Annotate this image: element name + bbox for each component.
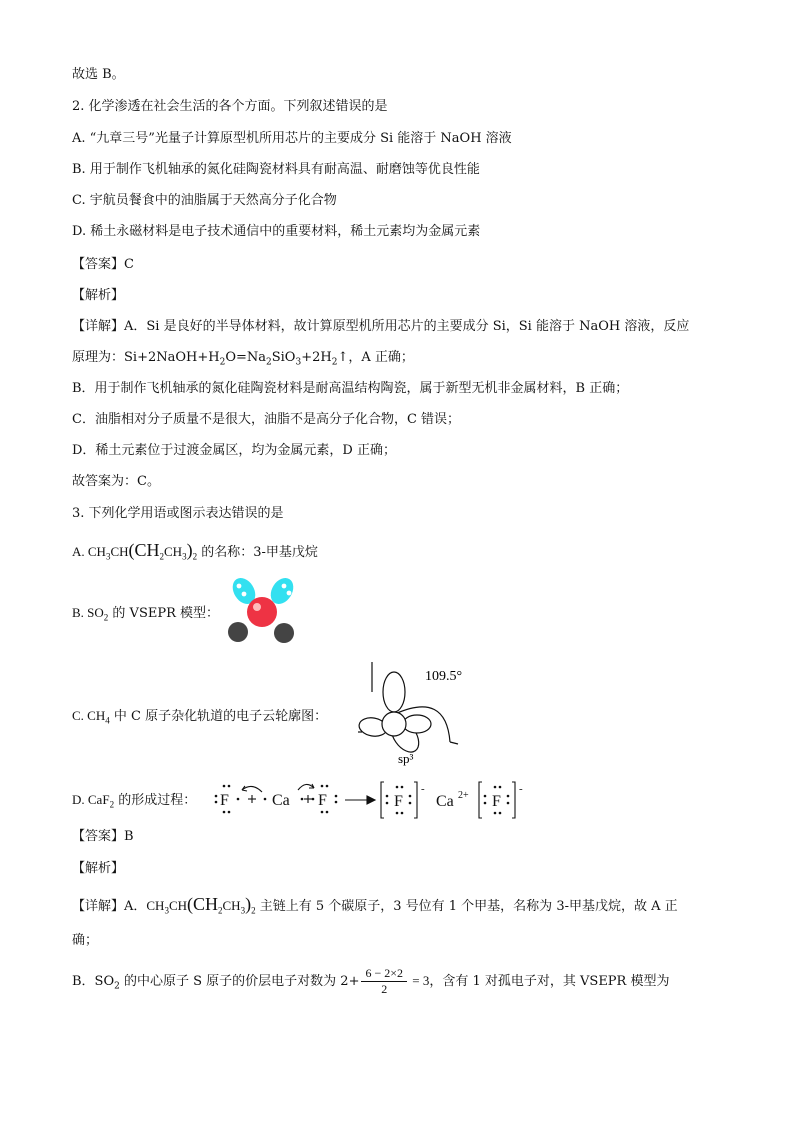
option-3d xyxy=(72,791,196,810)
explain-3a-line2: 确； xyxy=(72,933,99,948)
text-part: 【详解】A． xyxy=(72,899,147,914)
bracket xyxy=(381,782,384,818)
subscript: 2 xyxy=(219,357,226,368)
subscript: 2 xyxy=(331,357,338,368)
curved-arrow xyxy=(298,784,314,790)
option-2a: A. “九章三号”光量子计算原型机所用芯片的主要成分 Si 能溶于 NaOH 溶液 xyxy=(72,131,512,146)
text-part: ，含有 1 对孤电子对，其 VSEPR 模型为 xyxy=(429,974,670,989)
electron-dot xyxy=(287,591,292,596)
subscript: 2 xyxy=(218,905,223,916)
analysis-3-heading: 【解析】 xyxy=(72,861,125,876)
explain-2a-line2 xyxy=(72,349,414,367)
formula-part: (CH xyxy=(187,894,219,914)
subscript: 2 xyxy=(159,551,165,562)
lewis-dots xyxy=(220,783,523,810)
option-3a xyxy=(72,541,318,562)
ligand-atom xyxy=(274,623,294,643)
central-atom xyxy=(247,597,277,627)
fraction xyxy=(361,966,407,997)
fluorine-symbol: F xyxy=(394,793,403,810)
orbital-lobe xyxy=(383,672,405,712)
so2-vsepr-model-figure xyxy=(222,572,304,652)
explain-3b xyxy=(72,966,669,997)
formula-caption: 中 C 原子杂化轨道的电子云轮廓图： xyxy=(109,709,328,724)
equation-part: O=Na xyxy=(225,350,266,365)
fluoride-charge: - xyxy=(421,783,425,795)
bracket xyxy=(414,782,417,818)
ligand-atom xyxy=(228,622,248,642)
text-part: B．SO xyxy=(72,974,115,989)
subscript: 3 xyxy=(240,905,246,916)
formula-part: CH xyxy=(222,898,241,913)
formula-part: (CH xyxy=(128,540,160,560)
option-3b xyxy=(72,604,219,623)
equation-part: 原理为：Si+2NaOH+H xyxy=(72,350,220,365)
equation-part: SiO xyxy=(271,350,296,365)
subscript: 2 xyxy=(114,981,120,992)
formula-part: CH xyxy=(146,898,165,913)
formula-caption: 的名称：3-甲基戊烷 xyxy=(197,545,318,560)
calcium-symbol: Ca xyxy=(272,792,290,809)
analysis-2-heading: 【解析】 xyxy=(72,288,125,303)
denominator: 2 xyxy=(381,982,388,996)
subscript: 2 xyxy=(192,551,198,562)
formula-caption: 的 VSEPR 模型： xyxy=(108,606,220,621)
subscript: 2 xyxy=(109,799,115,810)
formula-part: ) xyxy=(186,540,193,560)
curved-arrow xyxy=(242,786,262,792)
formula-caption: 的形成过程： xyxy=(114,793,197,808)
highlight xyxy=(253,603,261,611)
hybridization-label: sp³ xyxy=(398,751,414,766)
subscript: 2 xyxy=(103,612,109,623)
subscript: 3 xyxy=(182,551,187,562)
fluorine-symbol: F xyxy=(492,793,501,810)
question-3-stem: 3. 下列化学用语或图示表达错误的是 xyxy=(72,506,284,521)
electron-dot xyxy=(282,584,287,589)
formula-part: B. SO xyxy=(72,605,104,620)
answer-3: 【答案】B xyxy=(72,829,134,844)
fluorine-symbol: F xyxy=(318,792,327,809)
answer-2: 【答案】C xyxy=(72,257,134,272)
option-2d: D. 稀土永磁材料是电子技术通信中的重要材料，稀土元素均为金属元素 xyxy=(72,224,481,239)
subscript: 3 xyxy=(295,357,302,368)
bracket xyxy=(479,782,482,818)
text-part: 的中心原子 S 原子的价层电子对数为 2+ xyxy=(119,974,360,989)
electron-dot xyxy=(237,584,242,589)
subscript: 3 xyxy=(105,551,111,562)
final-answer-2: 故答案为：C。 xyxy=(72,474,160,489)
explain-2d: D．稀土元素位于过渡金属区，均为金属元素，D 正确； xyxy=(72,443,396,458)
question-2-stem: 2. 化学渗透在社会生活的各个方面。下列叙述错误的是 xyxy=(72,99,388,114)
calcium-charge: 2+ xyxy=(458,790,469,801)
bracket xyxy=(512,782,515,818)
equation-part: = 3 xyxy=(409,973,430,988)
formula-part: CH xyxy=(168,898,188,913)
subscript: 2 xyxy=(266,357,272,368)
equation-part: +2H xyxy=(301,350,332,365)
bond-angle-label: 109.5° xyxy=(425,669,463,684)
ch4-sp3-orbital-figure xyxy=(348,656,473,768)
explain-2a-line1: 【详解】A．Si 是良好的半导体材料，故计算原型机所用芯片的主要成分 Si，Si 能溶于 NaOH 溶液，反应 xyxy=(72,319,690,334)
formula-part: D. CaF xyxy=(72,792,110,807)
electron-dot xyxy=(242,592,247,597)
formula-part: CH xyxy=(164,544,183,559)
text-part: 主链上有 5 个碳原子，3 号位有 1 个甲基，名称为 3-甲基戊烷，故 A 正 xyxy=(255,899,678,914)
axis-line xyxy=(450,742,458,744)
explain-2b: B．用于制作飞机轴承的氮化硅陶瓷材料是耐高温结构陶瓷，属于新型无机非金属材料，B 正确； xyxy=(72,381,629,396)
option-2c: C. 宇航员餐食中的油脂属于天然高分子化合物 xyxy=(72,193,337,208)
orbital-lobe xyxy=(403,715,431,733)
fluorine-symbol: F xyxy=(220,792,229,809)
text-line: 故选 B。 xyxy=(72,67,125,82)
subscript: 3 xyxy=(164,905,169,916)
formula-part: A. CH xyxy=(72,544,106,559)
formula-part: ) xyxy=(245,894,252,914)
subscript: 2 xyxy=(251,905,256,916)
carbon-nucleus xyxy=(382,712,406,736)
option-3c xyxy=(72,707,327,726)
formula-part: C. CH xyxy=(72,708,106,723)
fluoride-charge: - xyxy=(519,783,523,795)
option-2b: B. 用于制作飞机轴承的氮化硅陶瓷材料具有耐高温、耐磨蚀等优良性能 xyxy=(72,162,480,177)
equation-part: ↑，A 正确； xyxy=(337,350,414,365)
explain-3a-line1 xyxy=(72,895,678,916)
subscript: 4 xyxy=(105,715,110,726)
numerator: 6 − 2×2 xyxy=(361,966,407,982)
caf2-formation-figure xyxy=(214,776,534,822)
calcium-symbol: Ca xyxy=(436,793,454,810)
reaction-arrowhead xyxy=(367,796,375,804)
explain-2c: C．油脂相对分子质量不是很大，油脂不是高分子化合物，C 错误； xyxy=(72,412,461,427)
formula-part: CH xyxy=(110,544,129,559)
